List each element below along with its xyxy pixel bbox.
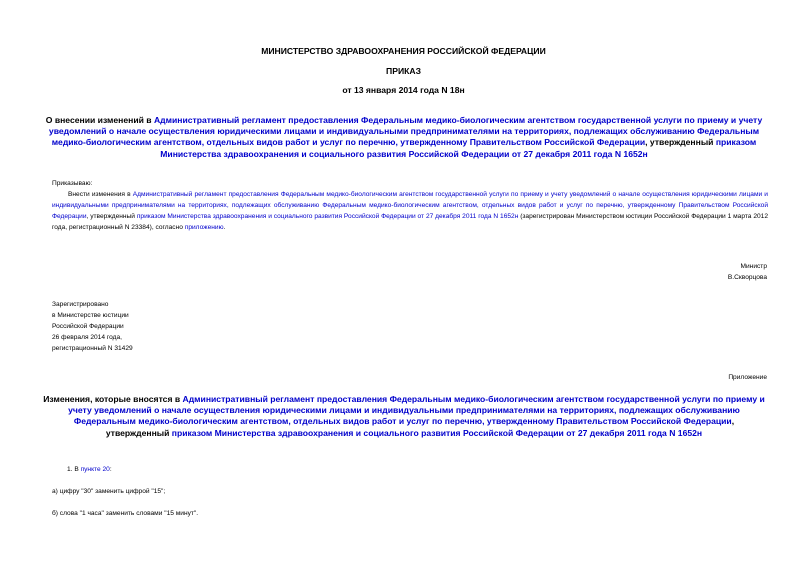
appendix-label: Приложение — [728, 374, 767, 381]
doc-type-heading: ПРИКАЗ — [386, 66, 421, 76]
ministry-heading: МИНИСТЕРСТВО ЗДРАВООХРАНЕНИЯ РОССИЙСКОЙ ФЕДЕРАЦИИ — [261, 46, 546, 56]
appendix-item-a: а) цифру "30" заменить цифрой "15"; — [52, 488, 166, 495]
title-order-link[interactable]: приказом Министерства здравоохранения и социального развития Российской Федерации от 27 декабря 2011 года N 1652н — [160, 137, 757, 159]
registration-line-4: 26 февраля 2014 года, — [52, 334, 122, 341]
order-middle: , утвержденный — [86, 213, 137, 220]
order-p-mid: (зарегистрирован Министерством юстиции Российской Федерации 1 марта 2012 года, регистрационный N 23384), согласно — [52, 213, 769, 231]
title-middle: , утвержденный — [645, 137, 716, 148]
item1-suffix: : — [109, 466, 112, 473]
order-paragraph — [52, 189, 768, 233]
appendix-order-link[interactable]: приказом Министерства здравоохранения и социального развития Российской Федерации от 27 декабря 2011 года N 1652н — [171, 427, 703, 438]
order-appendix-link[interactable]: приложению — [184, 224, 224, 231]
appendix-title — [42, 394, 766, 439]
item1-prefix: 1. В — [67, 466, 81, 473]
appendix-title-prefix: Изменения, которые вносятся в — [43, 394, 183, 404]
signature-position: Министр — [740, 263, 767, 270]
registration-line-2: в Министерстве юстиции — [52, 312, 129, 319]
doc-date-line: от 13 января 2014 года N 18н — [342, 85, 465, 95]
order-intro: Приказываю: — [52, 180, 93, 187]
registration-line-5: регистрационный N 31429 — [52, 345, 133, 352]
signature-name: В.Скворцова — [727, 274, 767, 281]
appendix-item-1 — [67, 464, 112, 475]
title-regulation-link[interactable]: Административный регламент предоставления Федеральным медико-биологическим агентством государственной услуги по приему и учету уведомлений о начале осуществления юридическими лицами и индивидуальными предпринимателями на территориях, подлежащих обслуживанию Федеральным медико-биологическим агентством, отдельных видов работ и услуг по перечню, утвержденному Правительством Российской Федерации — [48, 115, 763, 148]
registration-line-1: Зарегистрировано — [52, 301, 109, 308]
registration-line-3: Российской Федерации — [52, 323, 124, 330]
order-p-start: Внести изменения в — [68, 191, 133, 198]
appendix-regulation-link[interactable]: Административный регламент предоставления Федеральным медико-биологическим агентством государственной услуги по приему и учету уведомлений о начале осуществления юридическими лицами и индивидуальными предпринимателями на территориях, подлежащих обслуживанию Федеральным медико-биологическим агентством, отдельных видов работ и услуг по перечню, утвержденному Правительством Российской Федерации — [68, 394, 765, 427]
document-title — [42, 115, 766, 160]
order-p-end: . — [223, 224, 226, 231]
appendix-title-middle: , утвержденный — [105, 416, 735, 438]
item1-clause-link[interactable]: пункте 20 — [80, 466, 110, 473]
order-order-link[interactable]: приказом Министерства здравоохранения и социального развития Российской Федерации от 27 декабря 2011 года N 1652н — [136, 213, 519, 220]
appendix-item-b: б) слова "1 часа" заменить словами "15 минут". — [52, 510, 199, 517]
order-regulation-link[interactable]: Административный регламент предоставления Федеральным медико-биологическим агентством государственной услуги по приему и учету уведомлений о начале осуществления юридическими лицами и индивидуальными предпринимателями на территориях, подлежащих обслуживанию Федеральным медико-биологическим агентством, отдельных видов работ и услуг по перечню, утвержденному Правительством Российской Федерации — [52, 191, 768, 220]
title-prefix: О внесении изменений в — [45, 115, 154, 125]
